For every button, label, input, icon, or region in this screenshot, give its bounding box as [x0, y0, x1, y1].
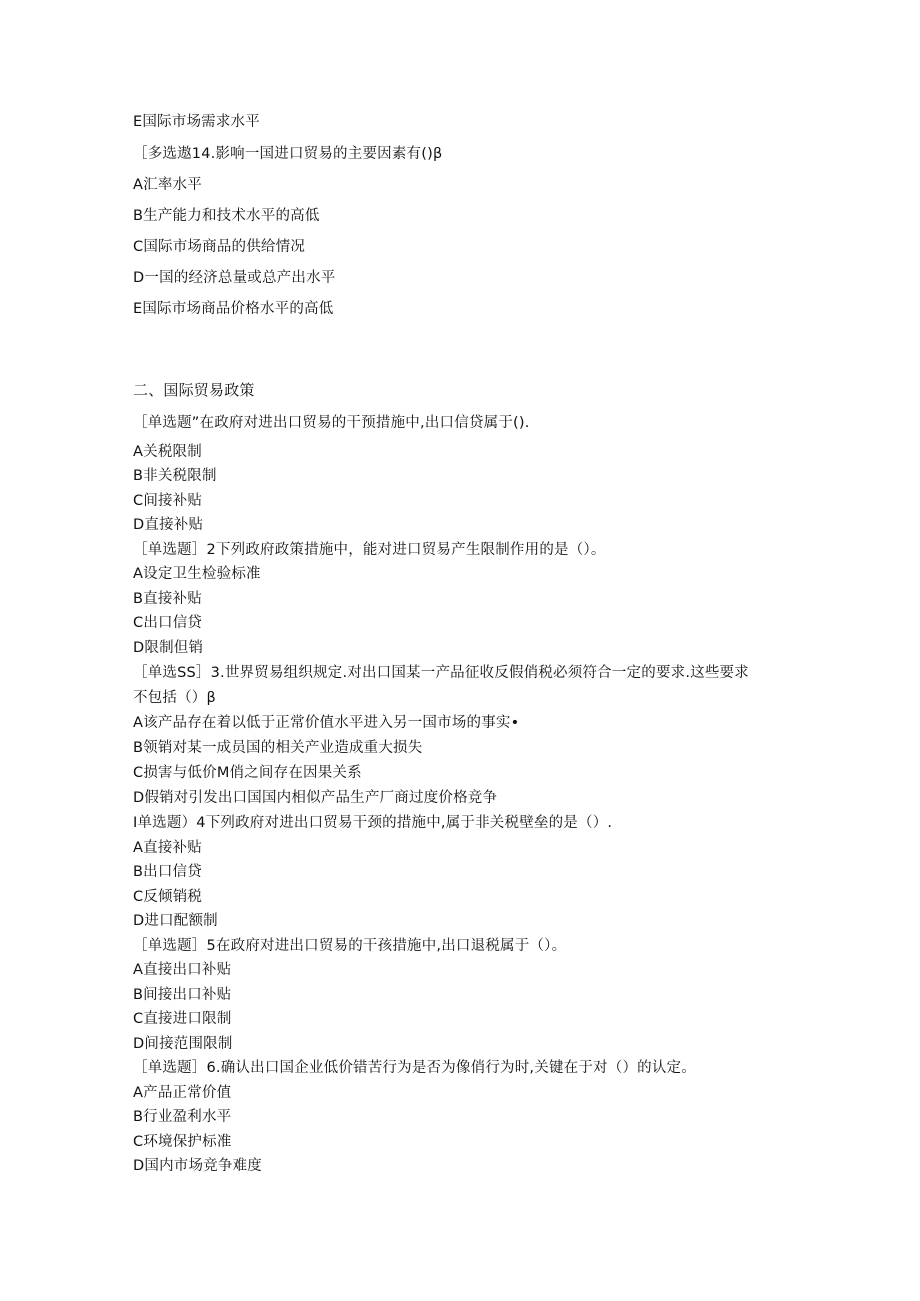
question-5-stem: ［单选题］5在政府对进出口贸易的干孩措施中,出口退税属于（）。 — [133, 938, 567, 954]
question-6-stem: ［单选题］6.确认出口国企业低价错苦行为是否为像俏行为时,关键在于对（）的认定。 — [133, 1060, 696, 1076]
question-4-option-a: A直接补贴 — [133, 840, 202, 856]
section-title-trade-policy: 二、国际贸易政策 — [133, 381, 255, 399]
question-5-option-c: C直接进口限制 — [133, 1011, 232, 1027]
question-3-option-b: B领销对某一成员国的相关产业造成重大损失 — [133, 740, 423, 756]
question-3-stem-line-1: ［单选SS］3.世界贸易组织规定.对出口国某一产品征收反假俏税必须符合一定的要求.这些要求 — [133, 665, 749, 681]
question-3-stem-line-2: 不包括（）β — [133, 690, 216, 706]
question-1-stem: ［单选题”在政府对进出口贸易的干预措施中,出口信贷属于(). — [133, 415, 530, 431]
question-1-option-a: A关税限制 — [133, 444, 202, 460]
question-14-stem: ［多选遨14.影响一国进口贸易的主要因素有()β — [133, 146, 443, 162]
question-4-option-b: B出口信贷 — [133, 864, 202, 880]
question-14-option-d: D一国的经济总量或总产出水平 — [133, 270, 336, 286]
question-6-option-c: C环境保护标准 — [133, 1134, 232, 1150]
question-1-option-d: D直接补贴 — [133, 517, 204, 533]
question-4-option-d: D进口配额制 — [133, 913, 218, 929]
question-3-option-c: C损害与低价M俏之间存在因果关系 — [133, 765, 362, 781]
question-2-option-b: B直接补贴 — [133, 591, 202, 607]
question-5-option-a: A直接出口补贴 — [133, 962, 232, 978]
question-14-option-e: E国际市场商品价格水平的高低 — [133, 301, 334, 317]
question-14-option-b: B生产能力和技术水平的高低 — [133, 208, 320, 224]
question-14-option-a: A汇率水平 — [133, 177, 202, 193]
question-5-option-b: B间接出口补贴 — [133, 987, 232, 1003]
question-6-option-b: B行业盈利水平 — [133, 1109, 232, 1125]
question-2-stem: ［单选题］2下列政府政策措施中，能对进口贸易产生限制作用的是（）。 — [133, 542, 606, 558]
question-6-option-a: A产品正常价值 — [133, 1085, 232, 1101]
question-2-option-c: C出口信贷 — [133, 615, 203, 631]
question-3-option-a: A该产品存在着以低于正常价值水平进入另一国市场的事实• — [133, 715, 520, 731]
option-e-international-demand: E国际市场需求水平 — [133, 114, 260, 130]
question-14-option-c: C国际市场商品的供给情况 — [133, 239, 306, 255]
question-2-option-d: D限制但销 — [133, 640, 204, 656]
question-5-option-d: D间接范围限制 — [133, 1036, 233, 1052]
question-6-option-d: D国内市场竞争难度 — [133, 1158, 262, 1174]
question-4-option-c: C反倾销税 — [133, 889, 203, 905]
question-2-option-a: A设定卫生检验标准 — [133, 566, 261, 582]
question-4-stem: I单选题）4下列政府对进出口贸易干颈的措施中,属于非关税壁垒的是（）. — [133, 815, 613, 831]
question-3-option-d: D假销对引发出口国国内相似产品生产厂商过度价格竞争 — [133, 790, 498, 806]
question-1-option-b: B非关税限制 — [133, 468, 217, 484]
question-1-option-c: C间接补贴 — [133, 493, 203, 509]
